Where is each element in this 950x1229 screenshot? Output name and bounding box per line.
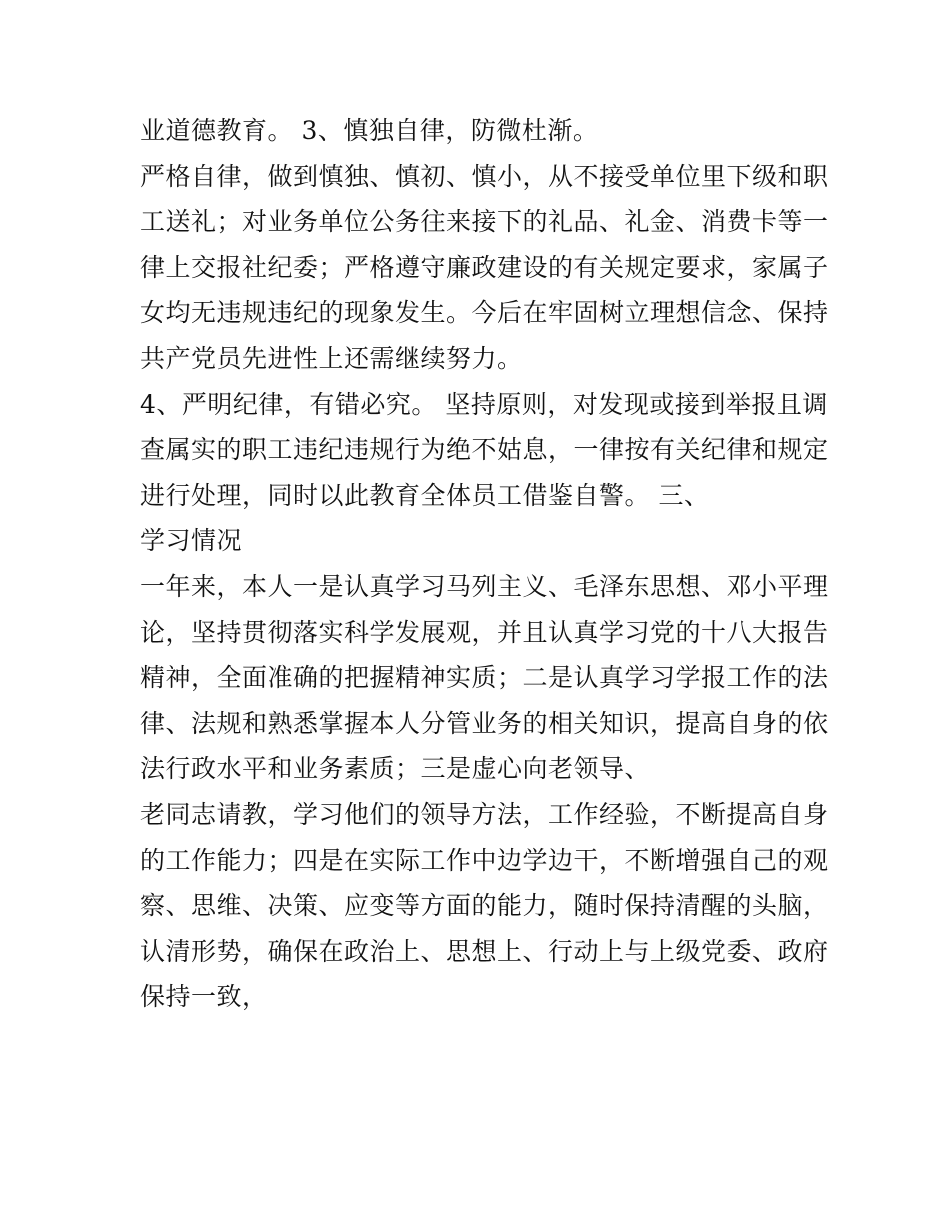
text-line-18: 察、思维、决策、应变等方面的能力，随时保持清醒的头脑，	[140, 891, 829, 921]
text-line-5: 女均无违规违纪的现象发生。今后在牢固树立理想信念、保持	[140, 298, 829, 328]
text-line-8: 查属实的职工违纪违规行为绝不姑息，一律按有关纪律和规定	[140, 435, 829, 465]
text-line-13: 精神，全面准确的把握精神实质；二是认真学习学报工作的法	[140, 663, 829, 693]
text-line-9: 进行处理，同时以此教育全体员工借鉴自警。 三、	[140, 480, 710, 510]
text-line-1: 业道德教育。 3、慎独自律，防微杜渐。	[140, 116, 599, 145]
text-line-19: 认清形势，确保在政治上、思想上、行动上与上级党委、政府	[140, 936, 829, 966]
text-line-11: 一年来，本人一是认真学习马列主义、毛泽东思想、邓小平理	[140, 571, 829, 601]
text-line-4: 律上交报社纪委；严格遵守廉政建设的有关规定要求，家属子	[140, 252, 829, 282]
text-line-16: 老同志请教，学习他们的领导方法，工作经验，不断提高自身	[140, 799, 829, 829]
text-line-3: 工送礼；对业务单位公务往来接下的礼品、礼金、消费卡等一	[140, 207, 829, 237]
text-line-2: 严格自律，做到慎独、慎初、慎小，从不接受单位里下级和职	[140, 161, 829, 191]
text-line-20: 保持一致，	[140, 982, 268, 1012]
text-line-17: 的工作能力；四是在实际工作中边学边干，不断增强自己的观	[140, 845, 829, 875]
text-line-7: 4、严明纪律，有错必究。 坚持原则，对发现或接到举报且调	[140, 389, 828, 419]
text-line-14: 律、法规和熟悉掌握本人分管业务的相关知识，提高自身的依	[140, 708, 829, 738]
text-line-15: 法行政水平和业务素质；三是虚心向老领导、	[140, 754, 651, 784]
section-heading: 学习情况	[140, 526, 243, 556]
text-line-12: 论，坚持贯彻落实科学发展观，并且认真学习党的十八大报告	[140, 617, 829, 647]
document-body	[140, 108, 829, 1020]
text-line-6: 共产党员先进性上还需继续努力。	[140, 343, 523, 373]
